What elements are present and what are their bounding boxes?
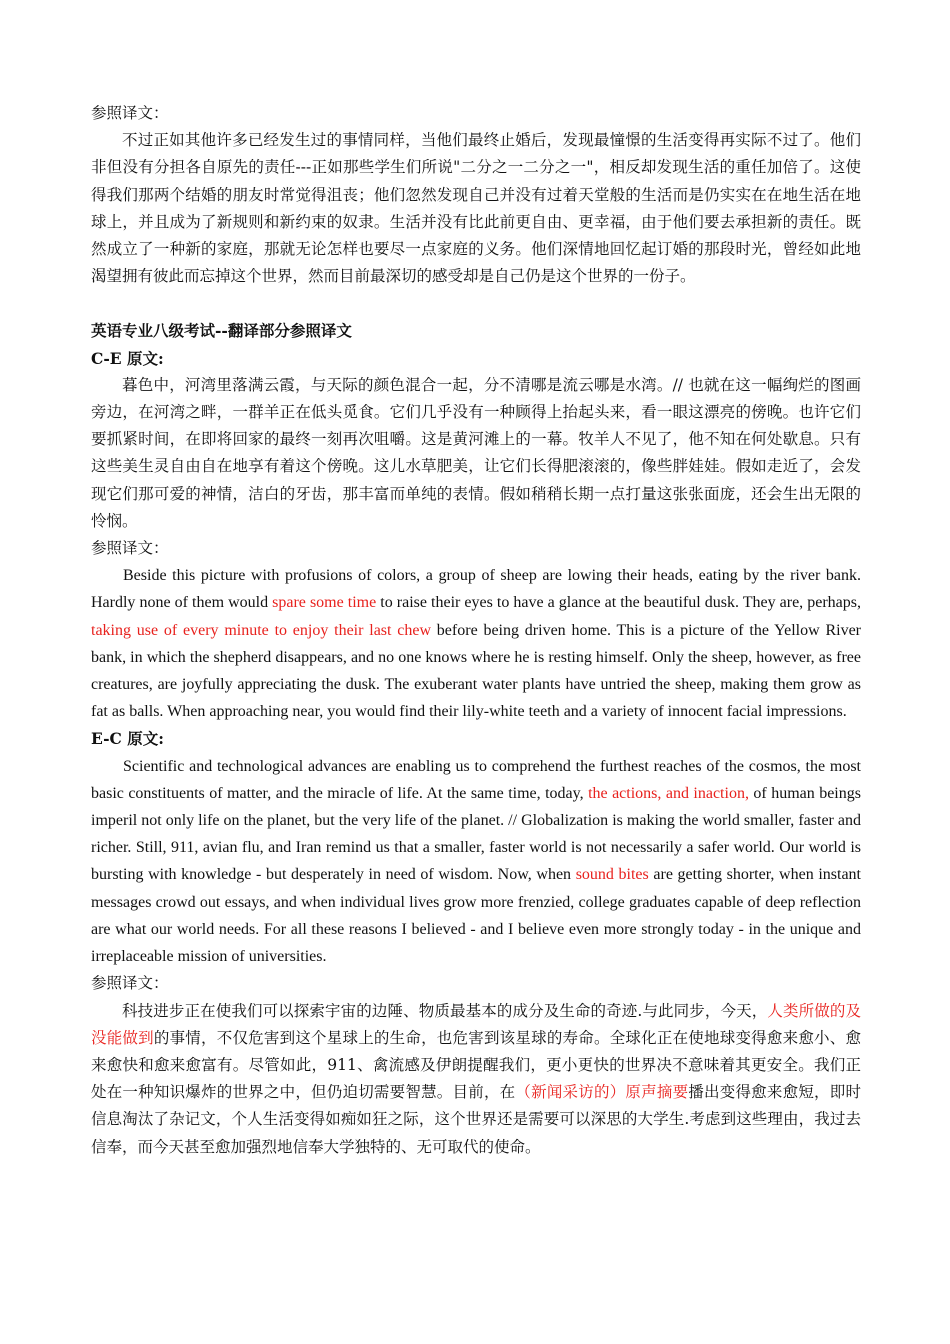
highlighted-phrase: sound bites [575, 866, 649, 884]
ec-source-heading: E-C 原文: [91, 729, 164, 749]
document-page [91, 100, 861, 1161]
section-title: 英语专业八级考试--翻译部分参照译文 [91, 321, 352, 341]
reference-translation-label: 参照译文： [91, 104, 169, 122]
text-run: to raise their eyes to have a glance at the beautiful dusk. They are, perhaps, [376, 594, 861, 612]
highlighted-phrase: （新闻采访的）原声摘要 [515, 1083, 689, 1102]
ec-translation-label: 参照译文： [91, 974, 169, 993]
text-run: before being driven home. This is a picture of the Yellow River bank, in which the shepherd disappears, and no one knows where he is resting himself. Only the sheep, however, as free creatures, are joyfully appreciating the dusk. The exuberant water plants have untried the sheep, making them grow as fat as balls. When approaching near, you would find their lily-white teeth and a variety of innocent facial impressions. [91, 621, 861, 721]
text-run: are getting shorter, when instant messages crowd out essays, and when individual lives grow more frenzied, college graduates capable of deep reflection are what our world needs. For all these reasons I believed - and I believe even more strongly today - in the unique and irreplaceable mission of universities. [91, 866, 862, 966]
text-run: 的事情，不仅危害到这个星球上的生命，也危害到该星球的寿命。全球化正在使地球变得愈来愈小、愈来愈快和愈来愈富有。尽管如此，911、禽流感及伊朗提醒我们，更小更快的世界决不意味着其更安全。我们正处在一种知识爆炸的世界之中，但仍迫切需要智慧。目前，在 [91, 1028, 861, 1102]
text-run: 播出变得愈来愈短，即时信息淘汰了杂记文，个人生活变得如痴如狂之际，这个世界还是需要可以深思的大学生.考虑到这些理由，我过去信奉，而今天甚至愈加强烈地信奉大学独特的、无可取代的使命。 [91, 1083, 861, 1156]
ce-translation-label: 参照译文： [91, 539, 169, 558]
highlighted-phrase: the actions, and inaction, [588, 784, 749, 802]
text-run: 科技进步正在使我们可以探索宇宙的边陲、物质最基本的成分及生命的奇迹.与此同步，今天， [122, 1001, 768, 1020]
text-run: Beside this picture with profusions of colors, a group of sheep are lowing their heads, eating by the river bank. Hardly none of them would [91, 567, 861, 612]
reference-translation-paragraph: 不过正如其他许多已经发生过的事情同样，当他们最终止婚后，发现最憧憬的生活变得再实际不过了。他们非但没有分担各自原先的责任---正如那些学生们所说"二分之一二分之一"，相反却发现生活的重任加倍了。这使得我们那两个结婚的朋友时常觉得沮丧；他们忽然发现自己并没有过着天堂般的生活而是仍实实在在地生活在地球上，并且成为了新规则和新约束的奴隶。生活并没有比此前更自由、更幸福，由于他们要去承担新的责任。既然成立了一种新的家庭，那就无论怎样也要尽一点家庭的义务。他们深情地回忆起订婚的那段时光，曾经如此地渴望拥有彼此而忘掉这个世界，然而目前最深切的感受却是自己仍是这个世界的一份子。 [91, 131, 861, 286]
ec-source-paragraph [91, 753, 861, 971]
ec-translation-paragraph [91, 998, 861, 1161]
highlighted-phrase: spare some time [272, 594, 377, 612]
highlighted-phrase: taking use of every minute to enjoy their last chew [91, 621, 432, 639]
highlighted-phrase: 人类所做的及没能做到 [91, 1001, 861, 1047]
section-spacer [91, 290, 861, 317]
ce-source-heading: C-E 原文: [91, 348, 164, 368]
text-run: of human beings imperil not only life on the planet, but the very life of the planet. // Globalization is making the world smaller, faster and richer. Still, 911, avian flu, and Iran remind us that a smaller, faster world is not necessarily a safer world. Our world is bursting with knowledge - but desperately in need of wisdom. Now, when [91, 784, 861, 884]
ce-translation-paragraph [91, 562, 861, 725]
ce-source-paragraph: 暮色中，河湾里落满云霞，与天际的颜色混合一起，分不清哪是流云哪是水湾。// 也就在这一幅绚烂的图画旁边，在河湾之畔，一群羊正在低头觅食。它们几乎没有一种顾得上抬起头来，看一眼这漂亮的傍晚。也许它们要抓紧时间，在即将回家的最终一刻再次咀嚼。这是黄河滩上的一幕。牧羊人不见了，他不知在何处歇息。只有这些美生灵自由自在地享有着这个傍晚。这儿水草肥美，让它们长得肥滚滚的，像些胖娃娃。假如走近了，会发现它们那可爱的神情，洁白的牙齿，那丰富而单纯的表情。假如稍稍长期一点打量这张张面庞，还会生出无限的怜悯。 [91, 375, 861, 530]
text-run: Scientific and technological advances are enabling us to comprehend the furthest reaches of the cosmos, the most basic constituents of matter, and the miracle of life. At the same time, today, [91, 757, 861, 802]
